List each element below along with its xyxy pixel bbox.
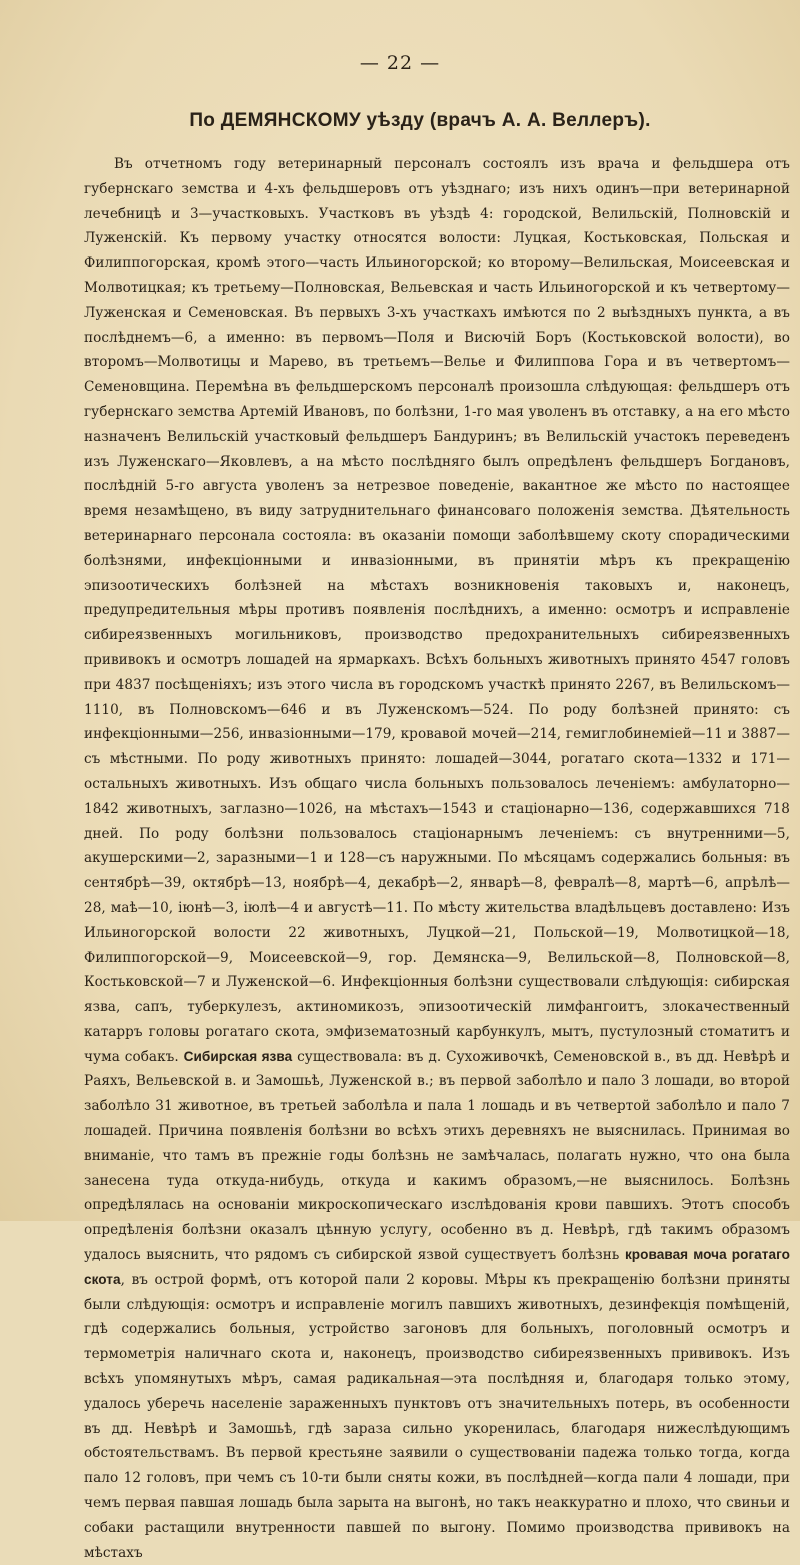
emphasis-bloody-urine: кровавая моча рогатаго скота: [84, 1247, 790, 1287]
body-paragraph: [84, 152, 790, 1565]
emphasis-anthrax: Сибирская язва: [183, 1048, 293, 1064]
paragraph-text-part-2: существовала: въ д. Сухоживочкѣ, Семеновской в., въ дд. Невѣрѣ и Раяхъ, Вельевской в. и Замошьѣ, Луженской в.; въ первой заболѣло и пало 3 лошади, во второй заболѣло 31 животное, въ третьей заболѣла и пала 1 лошадь и въ четвертой заболѣло и пало 7 лошадей. Причина появленія болѣзни во всѣхъ этихъ деревняхъ не выяснилась. Принимая во вниманіе, что тамъ въ прежніе годы болѣзнь не замѣчалась, полагать нужно, что она была занесена туда откуда-нибудь, откуда и какимъ образомъ,—не выяснилось. Болѣзнь опредѣлялась на основаніи микроскопическаго изслѣдованія крови павшихъ. Этотъ способъ опредѣленія болѣзни оказалъ цѣнную услугу, особенно въ д. Невѣрѣ, гдѣ такимъ образомъ удалось выяснить, что рядомъ съ сибирской язвой существуетъ болѣзнь: [84, 1048, 790, 1264]
paragraph-text-part-3: , въ острой формѣ, отъ которой пали 2 коровы. Мѣры къ прекращенію болѣзни приняты были слѣдующія: осмотръ и исправленіе могилъ павшихъ животныхъ, дезинфекція помѣщеній, гдѣ содержались больныя, устройство загоновъ для больныхъ, поголовный осмотръ и термометрія наличнаго скота и, наконецъ, производство сибиреязвенныхъ прививокъ. Изъ всѣхъ упомянутыхъ мѣръ, самая радикальная—эта послѣдняя и, благодаря только этому, удалось уберечь населеніе зараженныхъ пунктовъ отъ значительныхъ потерь, въ особенности въ дд. Невѣрѣ и Замошьѣ, гдѣ зараза сильно укоренилась, благодаря нижеслѣдующимъ обстоятельствамъ. Въ первой крестьяне заявили о существованіи падежа только тогда, когда пало 12 головъ, при чемъ съ 10-ти были сняты кожи, въ послѣдней—когда пали 4 лошади, при чемъ первая павшая лошадь была зарыта на выгонѣ, но такъ неаккуратно и плохо, что свиньи и собаки растащили внутренности павшей по выгону. Помимо производства прививокъ на мѣстахъ: [84, 1271, 790, 1561]
page-number: — 22 —: [359, 52, 441, 74]
section-heading: По ДЕМЯНСКОМУ уѣзду (врачъ А. А. Веллеръ).: [189, 110, 651, 131]
paragraph-text-part-1: Въ отчетномъ году ветеринарный персоналъ состоялъ изъ врача и фельдшера отъ губернскаго земства и 4-хъ фельдшеровъ отъ уѣзднаго; изъ нихъ одинъ—при ветеринарной лечебницѣ и 3—участковыхъ. Участковъ въ уѣздѣ 4: городской, Велильскій, Полновскій и Луженскій. Къ первому участку относятся волости: Луцкая, Костьковская, Польская и Филиппогорская, кромѣ этого—часть Ильиногорской; ко второму—Велильская, Моисеевская и Молвотицкая; къ третьему—Полновская, Вельевская и часть Ильиногорской и къ четвертому—Луженская и Семеновская. Въ первыхъ 3-хъ участкахъ имѣются по 2 выѣздныхъ пункта, а въ послѣднемъ—6, а именно: въ первомъ—Поля и Висючій Боръ (Костьковской волости), во второмъ—Молвотицы и Марево, въ третьемъ—Велье и Филиппова Гора и въ четвертомъ—Семеновщина. Перемѣна въ фельдшерскомъ персоналѣ произошла слѣдующая: фельдшеръ отъ губернскаго земства Артемій Ивановъ, по болѣзни, 1-го мая уволенъ въ отставку, а на его мѣсто назначенъ Велильскій участковый фельдшеръ Бандуринъ; въ Велильскій участокъ переведенъ изъ Луженскаго—Яковлевъ, а на мѣсто послѣдняго былъ опредѣленъ фельдшеръ Богдановъ, послѣдній 5-го августа уволенъ за нетрезвое поведеніе, вакантное же мѣсто по настоящее время незамѣщено, въ виду затруднительнаго финансоваго положенія земства. Дѣятельность ветеринарнаго персонала состояла: въ оказаніи помощи заболѣвшему скоту спорадическими болѣзнями, инфекціонными и инвазіонными, въ принятіи мѣръ къ прекращенію эпизоотическихъ болѣзней на мѣстахъ возникновенія таковыхъ и, наконецъ, предупредительныя мѣры противъ появленія послѣднихъ, а именно: осмотръ и исправленіе сибиреязвенныхъ могильниковъ, производство предохранительныхъ сибиреязвенныхъ прививокъ и осмотръ лошадей на ярмаркахъ. Всѣхъ больныхъ животныхъ принято 4547 головъ при 4837 посѣщеніяхъ; изъ этого числа въ городскомъ участкѣ принято 2267, въ Велильскомъ—1110, въ Полновскомъ—646 и въ Луженскомъ—524. По роду болѣзней принято: съ инфекціонными—256, инвазіонными—179, кровавой мочей—214, гемиглобинеміей—11 и 3887—съ мѣстными. По роду животныхъ принято: лошадей—3044, рогатаго скота—1332 и 171—остальныхъ животныхъ. Изъ общаго числа больныхъ пользовалось леченіемъ: амбулаторно—1842 животныхъ, заглазно—1026, на мѣстахъ—1543 и стаціонарно—136, содержавшихся 718 дней. По роду болѣзни пользовалось стаціонарнымъ леченіемъ: съ внутренними—5, акушерскими—2, заразными—1 и 128—съ наружными. По мѣсяцамъ содержались больныя: въ сентябрѣ—39, октябрѣ—13, ноябрѣ—4, декабрѣ—2, январѣ—8, февралѣ—8, мартѣ—6, апрѣлѣ—28, маѣ—10, іюнѣ—3, іюлѣ—4 и августѣ—11. По мѣсту жительства владѣльцевъ доставлено: Изъ Ильиногорской волости 22 животныхъ, Луцкой—21, Польской—19, Молвотицкой—18, Филиппогорской—9, Моисеевской—9, гор. Демянска—9, Велильской—8, Полновской—8, Костьковской—7 и Луженской—6. Инфекціонныя болѣзни существовали слѣдующія: сибирская язва, сапъ, туберкулезъ, актиномикозъ, эпизоотическій лимфангоитъ, злокачественный катарръ головы рогатаго скота, эмфизематозный карбункулъ, мытъ, пустулозный стоматитъ и чума собакъ.: [84, 156, 790, 1065]
